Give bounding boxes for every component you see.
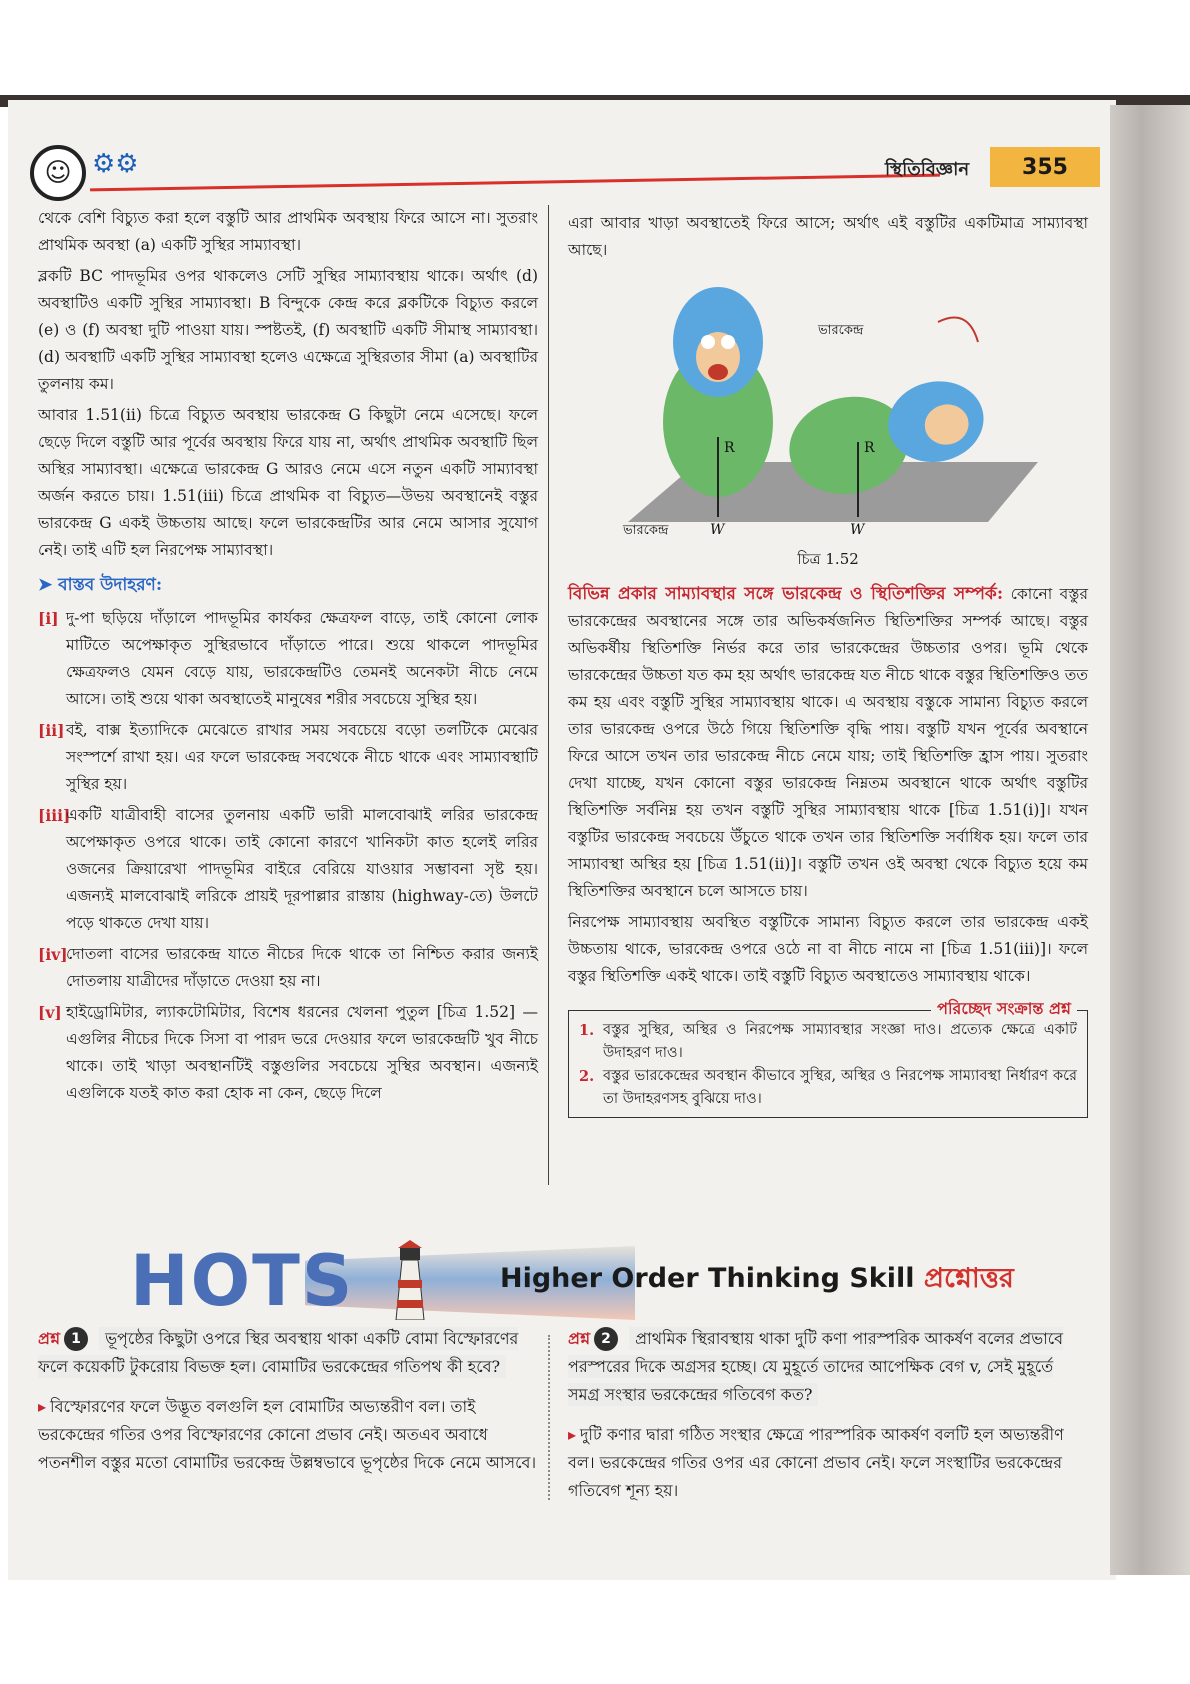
hots-title-bn: প্রশ্নোত্তর [923, 1263, 1014, 1294]
hots-logo: HOTS [130, 1240, 355, 1322]
section-paragraph-2: নিরপেক্ষ সাম্যাবস্থায় অবস্থিত বস্তুটিকে সামান্য বিচ্যুত করলে তার ভারকেন্দ্র একই উচ্চতায় থাকে, ভারকেন্দ্র ওপরে ওঠে না বা নীচে নামে না [চিত্র 1.51(iii)]। ফলে বস্তুর স্থিতিশক্তি একই থাকে। তাই বস্তুটি বিচ্যুত অবস্থাতেও সাম্যাবস্থায় থাকে। [568, 913, 1088, 985]
column-divider [548, 205, 549, 1185]
example-item [38, 941, 538, 995]
question-label [568, 1325, 618, 1353]
question-2-block [568, 1325, 1088, 1409]
answer-text: বিস্ফোরণের ফলে উদ্ভূত বলগুলি হল বোমাটির অভ্যন্তরীণ বল। তাই ভরকেন্দ্রের গতির ওপর বিস্ফোরণের কোনো প্রভাব নেই। অতএব অবাধে পতনশীল বস্তুর মতো বোমাটির ভরকেন্দ্র উল্লম্বভাবে ভূপৃষ্ঠের দিকে নেমে আসবে। [38, 1397, 537, 1472]
example-number: [iii] [38, 806, 71, 825]
example-text: দোতলা বাসের ভারকেন্দ্র যাতে নীচের দিকে থাকে তা নিশ্চিত করার জন্যই দোতলায় যাত্রীদের দাঁড়াতে দেওয়া হয় না। [66, 945, 538, 990]
label-cg-bottom: ভারকেন্দ্র [623, 523, 669, 538]
examples-heading [38, 572, 538, 599]
question-number-badge: 2 [594, 1327, 618, 1351]
question-number-badge: 1 [64, 1327, 88, 1351]
label-w1: W [710, 522, 725, 538]
example-number: [i] [38, 609, 59, 628]
right-column [568, 210, 1088, 1118]
section-body: কোনো বস্তুর ভারকেন্দ্রের অবস্থানের সঙ্গে তার অভিকর্ষজনিত স্থিতিশক্তির সম্পর্ক আছে। বস্তুর অভিকর্ষীয় স্থিতিশক্তি নির্ভর করে তার ভারকেন্দ্রের উচ্চতার ওপর। ভূমি থেকে ভারকেন্দ্রের উচ্চতা যত কম হয় অর্থাৎ ভারকেন্দ্র যত নীচে থাকে বস্তুর স্থিতিশক্তিও তত কম হয় এবং বস্তুটি সুস্থির সাম্যাবস্থায় থাকে। এ অবস্থায় বস্তুকে সামান্য বিচ্যুত করলে তার ভারকেন্দ্র ওপরে উঠে গিয়ে স্থিতিশক্তি বৃদ্ধি পায়। বস্তুটি যখন পূর্বের অবস্থানে ফিরে আসে তখন তার ভারকেন্দ্র নীচে নেমে যায়; তাই স্থিতিশক্তি হ্রাস পায়। সুতরাং দেখা যাচ্ছে, যখন কোনো বস্তুর ভারকেন্দ্র নিম্নতম অবস্থানে থাকে অর্থাৎ বস্তুটির স্থিতিশক্তি সর্বনিম্ন হয় তখন বস্তুটি সুস্থির সাম্যাবস্থায় থাকে [চিত্র 1.51(i)]। যখন বস্তুটির ভারকেন্দ্র সবচেয়ে উঁচুতে থাকে তখন তার স্থিতিশক্তি সর্বাধিক হয়। ফলে তার সাম্যাবস্থা অস্থির হয় [চিত্র 1.51(ii)]। বস্তুটি তখন ওই অবস্থা থেকে বিচ্যুত হয়ে কম স্থিতিশক্তির অবস্থানে চলে আসতে চায়। [568, 585, 1088, 900]
hots-title-en: Higher Order Thinking Skill [500, 1263, 915, 1294]
section-paragraph [568, 581, 1088, 905]
answer-marker-icon: ▸ [568, 1425, 577, 1444]
book-page-edges [1110, 105, 1190, 1575]
answer-2 [568, 1421, 1088, 1505]
figure-1-52 [618, 272, 1038, 542]
question-label [38, 1325, 88, 1353]
chapter-questions-title: পরিচ্ছেদ সংক্রান্ত প্রশ্ন [931, 995, 1077, 1022]
paragraph: আবার 1.51(ii) চিত্রে বিচ্যুত অবস্থায় ভারকেন্দ্র G কিছুটা নেমে এসেছে। ফলে ছেড়ে দিলে বস্তুটি আর পূর্বের অবস্থায় ফিরে যায় না, অর্থাৎ প্রাথমিক অবস্থাটি ছিল অস্থির সাম্যাবস্থা। এক্ষেত্রে ভারকেন্দ্র G আরও নেমে এসে নতুন একটি সাম্যাবস্থা অর্জন করতে চায়। 1.51(iii) চিত্রে প্রাথমিক বা বিচ্যুত—উভয় অবস্থানেই বস্তুর ভারকেন্দ্র G একই উচ্চতায় আছে। ফলে ভারকেন্দ্রটির আর নেমে আসার সুযোগ নেই। তাই এটি হল নিরপেক্ষ সাম্যাবস্থা। [38, 406, 538, 559]
question-number: 1. [579, 1022, 595, 1039]
chapter-title: স্থিতিবিজ্ঞান [885, 159, 970, 180]
hots-divider [548, 1335, 551, 1500]
example-text: দু-পা ছড়িয়ে দাঁড়ালে পাদভূমির কার্যকর ক্ষেত্রফল বাড়ে, তাই কোনো লোক মাটিতে অপেক্ষাকৃত সুস্থিরভাবে দাঁড়াতে পারে। শুয়ে থাকলে পাদভূমির ক্ষেত্রফলও যেমন বেড়ে যায়, ভারকেন্দ্রটিও তেমনই অনেকটা নীচে নেমে আসে। তাই শুয়ে থাকা অবস্থাতেই মানুষের শরীর সবচেয়ে সুস্থির হয়। [66, 609, 538, 708]
chapter-questions-box [568, 999, 1088, 1118]
example-item [38, 605, 538, 713]
head-gear-logo-icon: ☺ [30, 145, 86, 201]
question-1-block [38, 1325, 538, 1381]
rotation-arrow [938, 318, 978, 343]
examples-heading-text: বাস্তব উদাহরণ: [58, 575, 163, 595]
answer-marker-icon: ▸ [38, 1397, 47, 1416]
example-item [38, 802, 538, 937]
label-r1: R [724, 440, 735, 456]
paragraph: ব্লকটি BC পাদভূমির ওপর থাকলেও সেটি সুস্থির সাম্যাবস্থায় থাকে। অর্থাৎ (d) অবস্থাটিও একটি সুস্থির সাম্যাবস্থা। B বিন্দুকে কেন্দ্র করে ব্লকটিকে বিচ্যুত করলে (e) ও (f) অবস্থা দুটি পাওয়া যায়। স্পষ্টতই, (f) অবস্থাটি একটি সীমাস্থ সাম্যাবস্থা। (d) অবস্থাটি একটি সুস্থির সাম্যাবস্থা হলেও এক্ষেত্রে সুস্থিরতার সীমা (a) অবস্থাটির তুলনায় কম। [38, 267, 538, 393]
question-item [579, 1065, 1077, 1111]
page-header [30, 145, 1080, 205]
page-number: 355 [990, 147, 1100, 187]
doll-eye [701, 335, 715, 349]
example-text: হাইড্রোমিটার, ল্যাকটোমিটার, বিশেষ ধরনের খেলনা পুতুল [চিত্র 1.52] —এগুলির নীচের দিকে সিসা বা পারদ ভরে দেওয়ার ফলে ভারকেন্দ্রটি খুব নীচে থাকে। তাই খাড়া অবস্থানটিই বস্তুগুলির সবচেয়ে সুস্থির অবস্থান। এজন্যই এগুলিকে যতই কাত করা হোক না কেন, ছেড়ে দিলে [66, 1003, 538, 1102]
doll-mouth [708, 364, 728, 380]
example-item [38, 999, 538, 1107]
question-label-text: প্রশ্ন [568, 1329, 591, 1348]
toy-doll-illustration [618, 272, 1038, 542]
intro-paragraph: এরা আবার খাড়া অবস্থাতেই ফিরে আসে; অর্থাৎ এই বস্তুটির একটিমাত্র সাম্যাবস্থা আছে। [568, 214, 1088, 259]
question-text: প্রাথমিক স্থিরাবস্থায় থাকা দুটি কণা পারস্পরিক আকর্ষণ বলের প্রভাবে পরস্পরের দিকে অগ্রসর হচ্ছে। যে মুহূর্তে তাদের আপেক্ষিক বেগ v, সেই মুহূর্তে সমগ্র সংস্থার ভরকেন্দ্রের গতিবেগ কত? [568, 1329, 1064, 1404]
example-number: [v] [38, 1003, 62, 1022]
answer-1 [38, 1393, 538, 1477]
section-heading: বিভিন্ন প্রকার সাম্যাবস্থার সঙ্গে ভারকেন্দ্র ও স্থিতিশক্তির সম্পর্ক: [568, 584, 1004, 604]
pen-arrow-icon: ➤ [38, 575, 59, 595]
question-label-text: প্রশ্ন [38, 1329, 61, 1348]
question-item [579, 1019, 1077, 1065]
example-text: একটি যাত্রীবাহী বাসের তুলনায় একটি ভারী মালবোঝাই লরির ভারকেন্দ্র অপেক্ষাকৃত ওপরে থাকে। তাই কোনো কারণে খানিকটা কাত হলেই লরির ওজনের ক্রিয়ারেখা পাদভূমির বাইরে বেরিয়ে যাওয়ার সম্ভাবনা সৃষ্ট হয়। এজন্যই মালবোঝাই লরিকে প্রায়ই দূরপাল্লার রাস্তায় (highway-তে) উলটে পড়ে থাকতে দেখা যায়। [66, 806, 538, 932]
question-number: 2. [579, 1068, 595, 1085]
figure-caption: চিত্র 1.52 [797, 550, 859, 568]
doll-eye [721, 335, 735, 349]
lighthouse-icon [380, 1240, 440, 1320]
answer-text: দুটি কণার দ্বারা গঠিত সংস্থার ক্ষেত্রে পারস্পরিক আকর্ষণ বলটি হল অভ্যন্তরীণ বল। ভরকেন্দ্রের গতির ওপর এর কোনো প্রভাব নেই। ফলে সংস্থাটির ভরকেন্দ্রের গতিবেগ শূন্য হয়। [568, 1425, 1064, 1500]
question-text: বস্তুর ভারকেন্দ্রের অবস্থান কীভাবে সুস্থির, অস্থির ও নিরপেক্ষ সাম্যাবস্থা নির্ধারণ করে তা উদাহরণসহ বুঝিয়ে দাও। [603, 1068, 1077, 1107]
hots-question-2 [568, 1325, 1088, 1505]
question-text: ভূপৃষ্ঠের কিছুটা ওপরে স্থির অবস্থায় থাকা একটি বোমা বিস্ফোরণের ফলে কয়েকটি টুকরোয় বিভক্ত হল। বোমাটির ভরকেন্দ্রের গতিপথ কী হবে? [38, 1329, 519, 1376]
label-r2: R [864, 440, 875, 456]
question-text: বস্তুর সুস্থির, অস্থির ও নিরপেক্ষ সাম্যাবস্থার সংজ্ঞা দাও। প্রত্যেক ক্ষেত্রে একটি উদাহরণ দাও। [603, 1022, 1077, 1061]
gears-icon: ⚙⚙ [92, 149, 139, 179]
example-text: বই, বাক্স ইত্যাদিকে মেঝেতে রাখার সময় সবচেয়ে বড়ো তলটিকে মেঝের সংস্পর্শে রাখা হয়। এর ফলে ভারকেন্দ্র সবথেকে নীচে থাকে এবং সাম্যাবস্থাটি সুস্থির হয়। [66, 721, 538, 793]
example-item [38, 717, 538, 798]
label-cg-top: ভারকেন্দ্র [818, 323, 864, 338]
hots-banner [130, 1240, 1090, 1325]
left-column [38, 205, 538, 1111]
header-rule [90, 174, 940, 192]
label-w2: W [850, 522, 865, 538]
hots-title [500, 1258, 1014, 1303]
example-number: [iv] [38, 945, 68, 964]
paragraph: থেকে বেশি বিচ্যুত করা হলে বস্তুটি আর প্রাথমিক অবস্থায় ফিরে আসে না। সুতরাং প্রাথমিক অবস্থা (a) একটি সুস্থির সাম্যাবস্থা। [38, 209, 538, 254]
example-number: [ii] [38, 721, 65, 740]
hots-question-1 [38, 1325, 538, 1477]
